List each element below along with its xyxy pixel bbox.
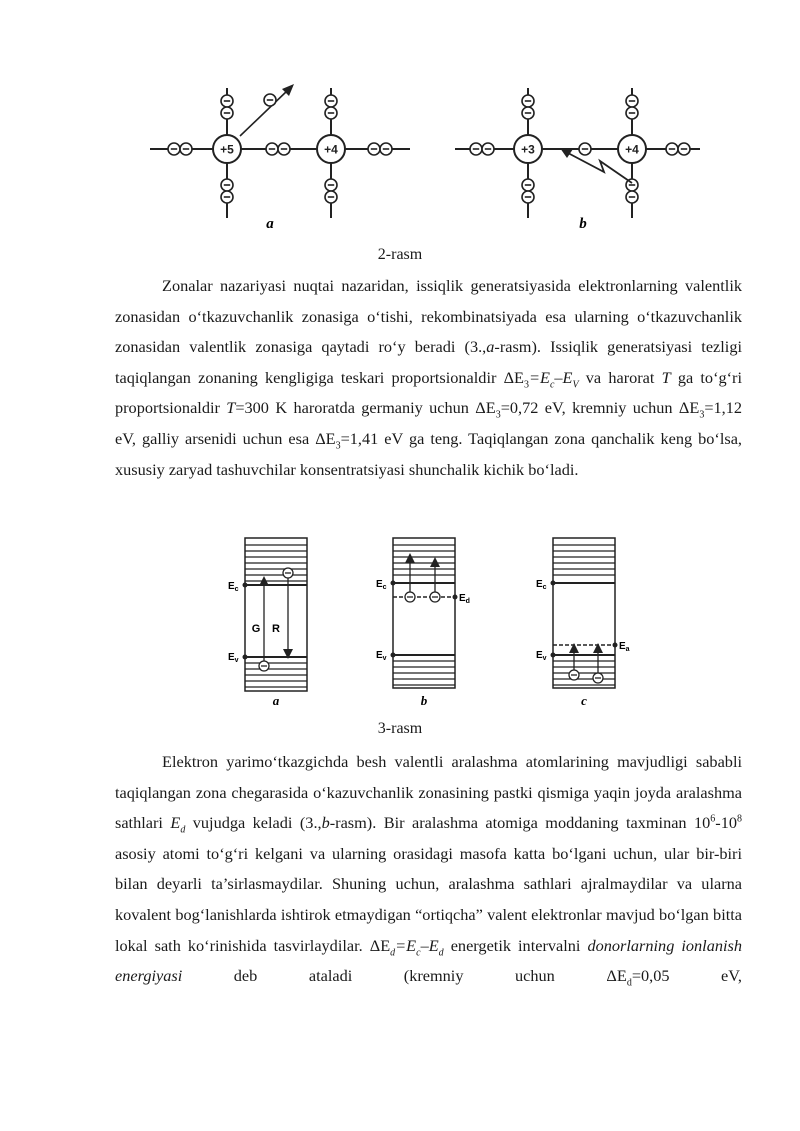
- svg-text:+4: +4: [324, 142, 338, 157]
- figure-3: [0, 533, 800, 713]
- svg-text:Ed: $E_d$: [459, 593, 470, 605]
- figure-2b-label: b: [579, 216, 587, 232]
- paragraph-2: Elektron yarimo‘tkazgichda besh valentli aralashma atomlarining mavjudligi sababli taqiqlangan zona chegarasida o‘kazuvchanlik zonasining pastki qismiga yaqin joyda aralashma sathlari $E_d$ vujudga keladi (3.,b-rasm). Bir aralashma atomiga moddaning taxminan $10^6-10^8$ asosiy atomi to‘g‘ri kelgani va ularning orasidagi masofa katta bo‘lgani uchun, ular bir-biri bilan deyarli ta’sirlasmaydilar. Shuning uchun, aralashma sathlari ajralmaydilar va ularna kovalent bog‘lanishlarda ishtirok etmaydigan “ortiqcha” valent elektronlar mavjud bo‘lgan bitta lokal sath ko‘rinishida tasvirlaydilar. $\Delta E_d=E_c-E_d$ energetik intervalni donorlarning ionlanish energiyasi deb ataladi (kremniy uchun $\Delta E_d=0,05$ eV,: [115, 752, 743, 989]
- svg-text:Ev: $E_v$: [228, 652, 239, 664]
- svg-text:c: c: [581, 693, 587, 708]
- atom-plus3-icon: [514, 135, 542, 163]
- svg-text:a: a: [272, 693, 280, 708]
- svg-text:Ec: $E_c$: [228, 581, 239, 593]
- svg-text:+3: +3: [521, 142, 535, 157]
- paragraph-1: Zonalar nazariyasi nuqtai nazaridan, issiqlik generatsiyasida elektronlarning valentlik zonasidan o‘tkazuvchanlik zonasiga o‘tishi, rekombinatsiyada esa ularning o‘tkazuvchanlik zonasidan valentlik zonasiga qaytadi ro‘y beradi (3.,a-rasm). Issiqlik generatsiyasi tezligi taqiqlangan zonaning kengligiga teskari proportsionaldir $\Delta E_3=E_c-E_V$ va harorat T ga to‘g‘ri proportsionaldir T=300 K haroratda germaniy uchun $\Delta E_3=0,72$ eV, kremniy uchun $\Delta E_3=1,12$ eV, galliy arsenidi uchun esa $\Delta E_3=1,41$ eV ga teng. Taqiqlangan zona qanchalik keng bo‘lsa, xususiy zaryad tashuvchilar konsentratsiyasi shunchalik kichik bo‘ladi.: [115, 276, 742, 479]
- figure-3c-band-diagram: [536, 538, 630, 708]
- figure-3-caption: 3-rasm: [377, 720, 423, 737]
- atom-plus4-icon: [618, 135, 646, 163]
- svg-text:+4: +4: [625, 142, 639, 157]
- figure-3a-band-diagram: [228, 538, 307, 708]
- svg-text:Ec: $E_c$: [376, 579, 387, 591]
- svg-text:+5: +5: [220, 142, 234, 157]
- figure-3b-band-diagram: [376, 538, 470, 708]
- svg-text:Ec: $E_c$: [536, 579, 547, 591]
- svg-text:Ev: $E_v$: [536, 650, 547, 662]
- atom-plus5-icon: [213, 135, 241, 163]
- figure-2b-diagram: [455, 88, 700, 232]
- figure-2a-diagram: [150, 84, 410, 232]
- figure-2-caption: 2-rasm: [377, 246, 423, 263]
- svg-text:Ea: $E_a$: [619, 641, 630, 653]
- figure-2a-label: a: [266, 216, 274, 232]
- svg-text:b: b: [420, 693, 428, 708]
- svg-text:R: R: [272, 623, 280, 635]
- svg-text:G: G: [251, 623, 261, 635]
- atom-plus4-icon: [317, 135, 345, 163]
- figure-2: [0, 78, 800, 233]
- svg-text:Ev: $E_v$: [376, 650, 387, 662]
